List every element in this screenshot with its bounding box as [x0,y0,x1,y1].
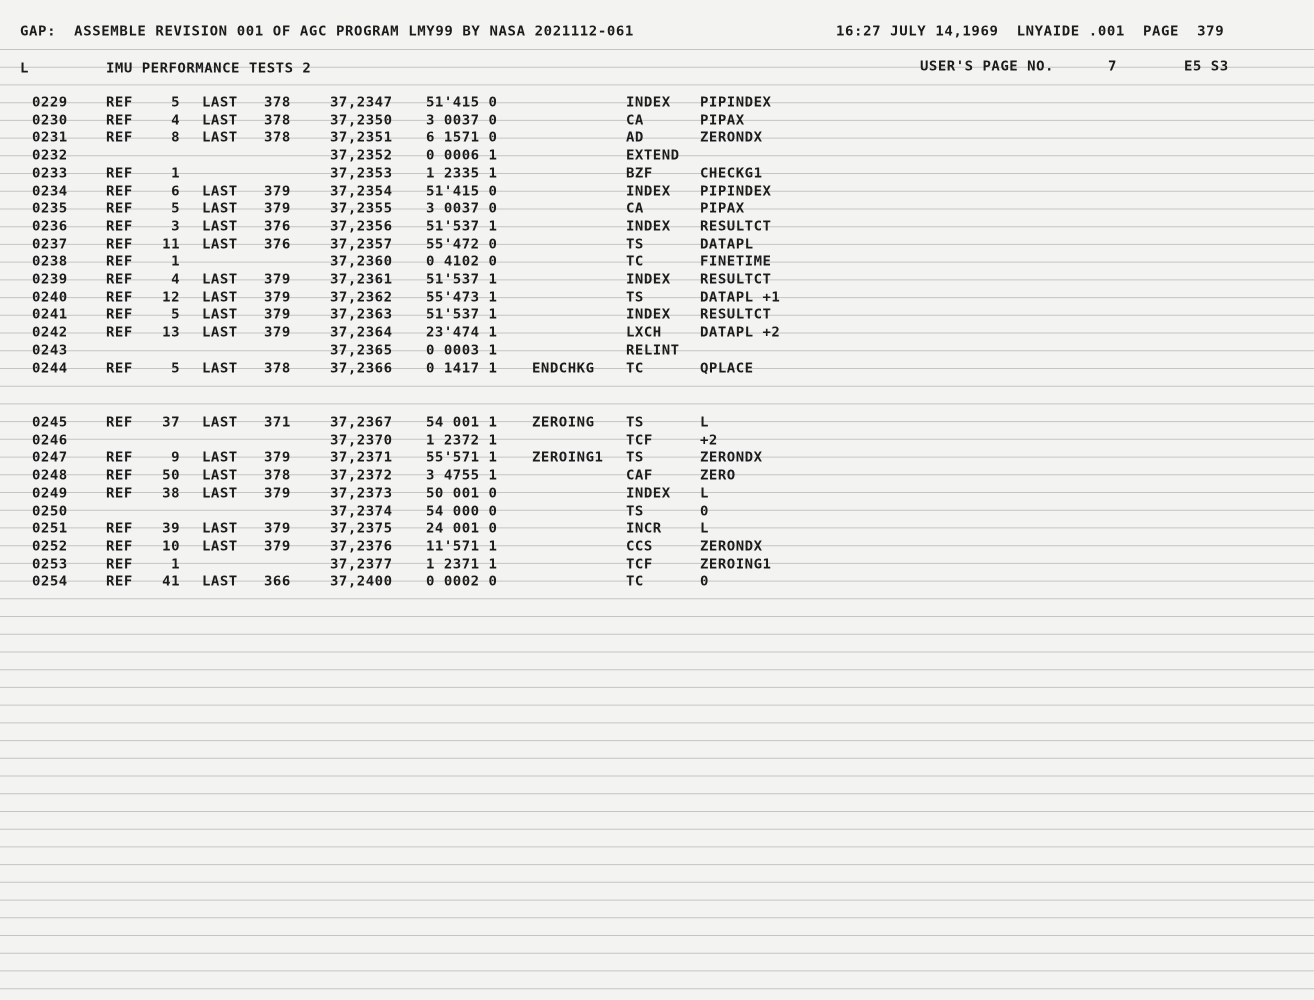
ref-count: 6 [171,183,180,199]
address: 37,2375 [330,521,393,537]
opcode: INDEX [626,307,671,323]
ref-count: 11 [162,236,180,252]
ref-count: 3 [171,218,180,235]
line-number: 0236 [32,218,68,235]
ref-count: 13 [162,325,180,341]
opcode: CCS [626,538,653,555]
octal-word: 54 000 0 [426,503,498,519]
operand: PIPAX [700,112,745,128]
ref-keyword: REF [106,165,133,181]
octal-word: 1 2335 1 [426,165,498,181]
octal-word: 1 2372 1 [426,432,498,448]
octal-word: 3 4755 1 [426,468,498,484]
opcode: INDEX [626,183,671,199]
last-page: 376 [264,218,291,235]
ref-count: 39 [162,521,180,537]
last-keyword: LAST [202,112,238,128]
address: 37,2355 [330,201,393,217]
ref-count: 5 [171,360,180,376]
opcode: TCF [626,432,653,448]
ref-keyword: REF [106,468,133,484]
opcode: INCR [626,521,662,537]
octal-word: 3 0037 0 [426,112,498,128]
operand: DATAPL +2 [700,325,781,341]
octal-word: 51'537 1 [426,307,498,323]
last-page: 379 [264,325,291,341]
octal-word: 0 0003 1 [426,342,498,358]
line-number: 0254 [32,574,68,590]
operand: +2 [700,432,718,448]
last-keyword: LAST [202,130,238,146]
ref-keyword: REF [106,130,133,146]
octal-word: 0 1417 1 [426,360,498,376]
octal-word: 55'571 1 [426,450,498,466]
operand: ZERO [700,468,736,484]
address: 37,2353 [330,165,393,181]
ref-keyword: REF [106,538,133,555]
last-keyword: LAST [202,272,238,288]
opcode: AD [626,130,644,146]
opcode: TS [626,415,644,431]
octal-word: 51'537 1 [426,218,498,235]
last-keyword: LAST [202,289,238,305]
operand: PIPAX [700,201,745,217]
address: 37,2354 [330,183,393,199]
last-keyword: LAST [202,485,238,501]
ref-count: 50 [162,468,180,484]
line-number: 0240 [32,289,68,305]
address: 37,2364 [330,325,393,341]
ref-keyword: REF [106,325,133,341]
line-number: 0229 [32,95,68,111]
line-number: 0230 [32,112,68,128]
last-keyword: LAST [202,521,238,537]
last-page: 379 [264,521,291,537]
octal-word: 1 2371 1 [426,556,498,572]
line-number: 0232 [32,148,68,164]
address: 37,2370 [330,432,393,448]
opcode: RELINT [626,342,680,358]
operand: ZERONDX [700,130,763,146]
last-keyword: LAST [202,415,238,431]
line-number: 0231 [32,130,68,146]
last-page: 376 [264,236,291,252]
last-keyword: LAST [202,360,238,376]
page-code: E5 S3 [1184,59,1229,75]
ref-count: 4 [171,112,180,128]
operand: ZERONDX [700,538,763,555]
last-keyword: LAST [202,218,238,235]
line-number: 0234 [32,183,68,199]
address: 37,2366 [330,360,393,376]
header-left-text: GAP: ASSEMBLE REVISION 001 OF AGC PROGRAM LMY99 BY NASA 2021112-061 [20,24,634,40]
operand: L [700,521,709,537]
opcode: INDEX [626,272,671,288]
address: 37,2351 [330,130,393,146]
last-page: 379 [264,485,291,501]
last-page: 379 [264,307,291,323]
ref-count: 5 [171,201,180,217]
operand: QPLACE [700,360,754,376]
line-number: 0248 [32,468,68,484]
ref-keyword: REF [106,521,133,537]
octal-word: 51'415 0 [426,95,498,111]
ref-count: 4 [171,272,180,288]
last-keyword: LAST [202,201,238,217]
line-number: 0249 [32,485,68,501]
address: 37,2363 [330,307,393,323]
opcode: LXCH [626,325,662,341]
opcode: CA [626,201,644,217]
ref-count: 12 [162,289,180,305]
code-label: ZEROING1 [532,450,604,466]
ref-count: 10 [162,538,180,555]
operand: L [700,415,709,431]
operand: ZERONDX [700,450,763,466]
address: 37,2373 [330,485,393,501]
address: 37,2361 [330,272,393,288]
ref-keyword: REF [106,307,133,323]
line-number: 0253 [32,556,68,572]
operand: FINETIME [700,254,772,270]
octal-word: 54 001 1 [426,415,498,431]
last-page: 379 [264,183,291,199]
operand: 0 [700,574,709,590]
opcode: INDEX [626,95,671,111]
operand: L [700,485,709,501]
ref-keyword: REF [106,183,133,199]
last-page: 379 [264,201,291,217]
last-page: 371 [264,415,291,431]
ref-keyword: REF [106,360,133,376]
octal-word: 55'473 1 [426,289,498,305]
ref-keyword: REF [106,289,133,305]
opcode: CAF [626,468,653,484]
address: 37,2376 [330,538,393,555]
last-page: 378 [264,360,291,376]
last-page: 379 [264,272,291,288]
ref-count: 5 [171,307,180,323]
operand: DATAPL +1 [700,289,781,305]
address: 37,2356 [330,218,393,235]
line-number: 0247 [32,450,68,466]
last-page: 378 [264,468,291,484]
address: 37,2374 [330,503,393,519]
line-number: 0238 [32,254,68,270]
users-page-label: USER'S PAGE NO. [920,59,1054,75]
ref-keyword: REF [106,218,133,235]
line-number: 0243 [32,342,68,358]
code-label: ENDCHKG [532,360,595,376]
opcode: INDEX [626,485,671,501]
ref-count: 37 [162,415,180,431]
address: 37,2372 [330,468,393,484]
address: 37,2365 [330,342,393,358]
ref-count: 9 [171,450,180,466]
address: 37,2400 [330,574,393,590]
operand: PIPINDEX [700,95,772,111]
ref-count: 5 [171,95,180,111]
line-number: 0245 [32,415,68,431]
last-keyword: LAST [202,325,238,341]
opcode: TC [626,574,644,590]
octal-word: 24 001 0 [426,521,498,537]
opcode: TS [626,450,644,466]
opcode: BZF [626,165,653,181]
last-page: 379 [264,538,291,555]
address: 37,2360 [330,254,393,270]
opcode: TS [626,289,644,305]
ref-keyword: REF [106,556,133,572]
address: 37,2367 [330,415,393,431]
operand: DATAPL [700,236,754,252]
line-number: 0235 [32,201,68,217]
line-number: 0250 [32,503,68,519]
ref-keyword: REF [106,450,133,466]
operand: RESULTCT [700,272,772,288]
last-keyword: LAST [202,538,238,555]
users-page-number: 7 [1108,59,1117,75]
ref-count: 1 [171,556,180,572]
section-title: IMU PERFORMANCE TESTS 2 [106,61,312,77]
last-page: 378 [264,95,291,111]
last-page: 366 [264,574,291,590]
opcode: TS [626,236,644,252]
last-keyword: LAST [202,236,238,252]
octal-word: 0 0006 1 [426,148,498,164]
last-keyword: LAST [202,183,238,199]
line-number: 0244 [32,360,68,376]
line-number: 0252 [32,538,68,555]
ref-keyword: REF [106,201,133,217]
code-label: ZEROING [532,415,595,431]
opcode: TC [626,360,644,376]
line-number: 0233 [32,165,68,181]
last-keyword: LAST [202,307,238,323]
octal-word: 3 0037 0 [426,201,498,217]
line-number: 0237 [32,236,68,252]
last-keyword: LAST [202,450,238,466]
address: 37,2350 [330,112,393,128]
line-number: 0251 [32,521,68,537]
operand: RESULTCT [700,307,772,323]
ref-keyword: REF [106,485,133,501]
ref-keyword: REF [106,574,133,590]
opcode: EXTEND [626,148,680,164]
ref-count: 41 [162,574,180,590]
last-page: 379 [264,289,291,305]
address: 37,2357 [330,236,393,252]
opcode: TC [626,254,644,270]
octal-word: 0 0002 0 [426,574,498,590]
octal-word: 50 001 0 [426,485,498,501]
address: 37,2352 [330,148,393,164]
opcode: INDEX [626,218,671,235]
operand: ZEROING1 [700,556,772,572]
octal-word: 23'474 1 [426,325,498,341]
address: 37,2347 [330,95,393,111]
octal-word: 6 1571 0 [426,130,498,146]
octal-word: 51'537 1 [426,272,498,288]
opcode: TCF [626,556,653,572]
operand: CHECKG1 [700,165,763,181]
ref-keyword: REF [106,415,133,431]
operand: PIPINDEX [700,183,772,199]
ref-count: 38 [162,485,180,501]
line-number: 0239 [32,272,68,288]
last-page: 379 [264,450,291,466]
ref-keyword: REF [106,272,133,288]
operand: RESULTCT [700,218,772,235]
octal-word: 51'415 0 [426,183,498,199]
operand: 0 [700,503,709,519]
opcode: TS [626,503,644,519]
ref-keyword: REF [106,95,133,111]
line-number: 0241 [32,307,68,323]
octal-word: 55'472 0 [426,236,498,252]
last-page: 378 [264,130,291,146]
ref-count: 1 [171,165,180,181]
ref-count: 1 [171,254,180,270]
last-keyword: LAST [202,95,238,111]
last-keyword: LAST [202,574,238,590]
last-page: 378 [264,112,291,128]
opcode: CA [626,112,644,128]
last-keyword: LAST [202,468,238,484]
octal-word: 0 4102 0 [426,254,498,270]
ref-keyword: REF [106,254,133,270]
ref-keyword: REF [106,236,133,252]
address: 37,2377 [330,556,393,572]
ref-keyword: REF [106,112,133,128]
address: 37,2371 [330,450,393,466]
ref-count: 8 [171,130,180,146]
subheader-marker: L [20,61,29,77]
line-number: 0246 [32,432,68,448]
header-right-text: 16:27 JULY 14,1969 LNYAIDE .001 PAGE 379 [836,24,1225,40]
octal-word: 11'571 1 [426,538,498,555]
address: 37,2362 [330,289,393,305]
line-number: 0242 [32,325,68,341]
